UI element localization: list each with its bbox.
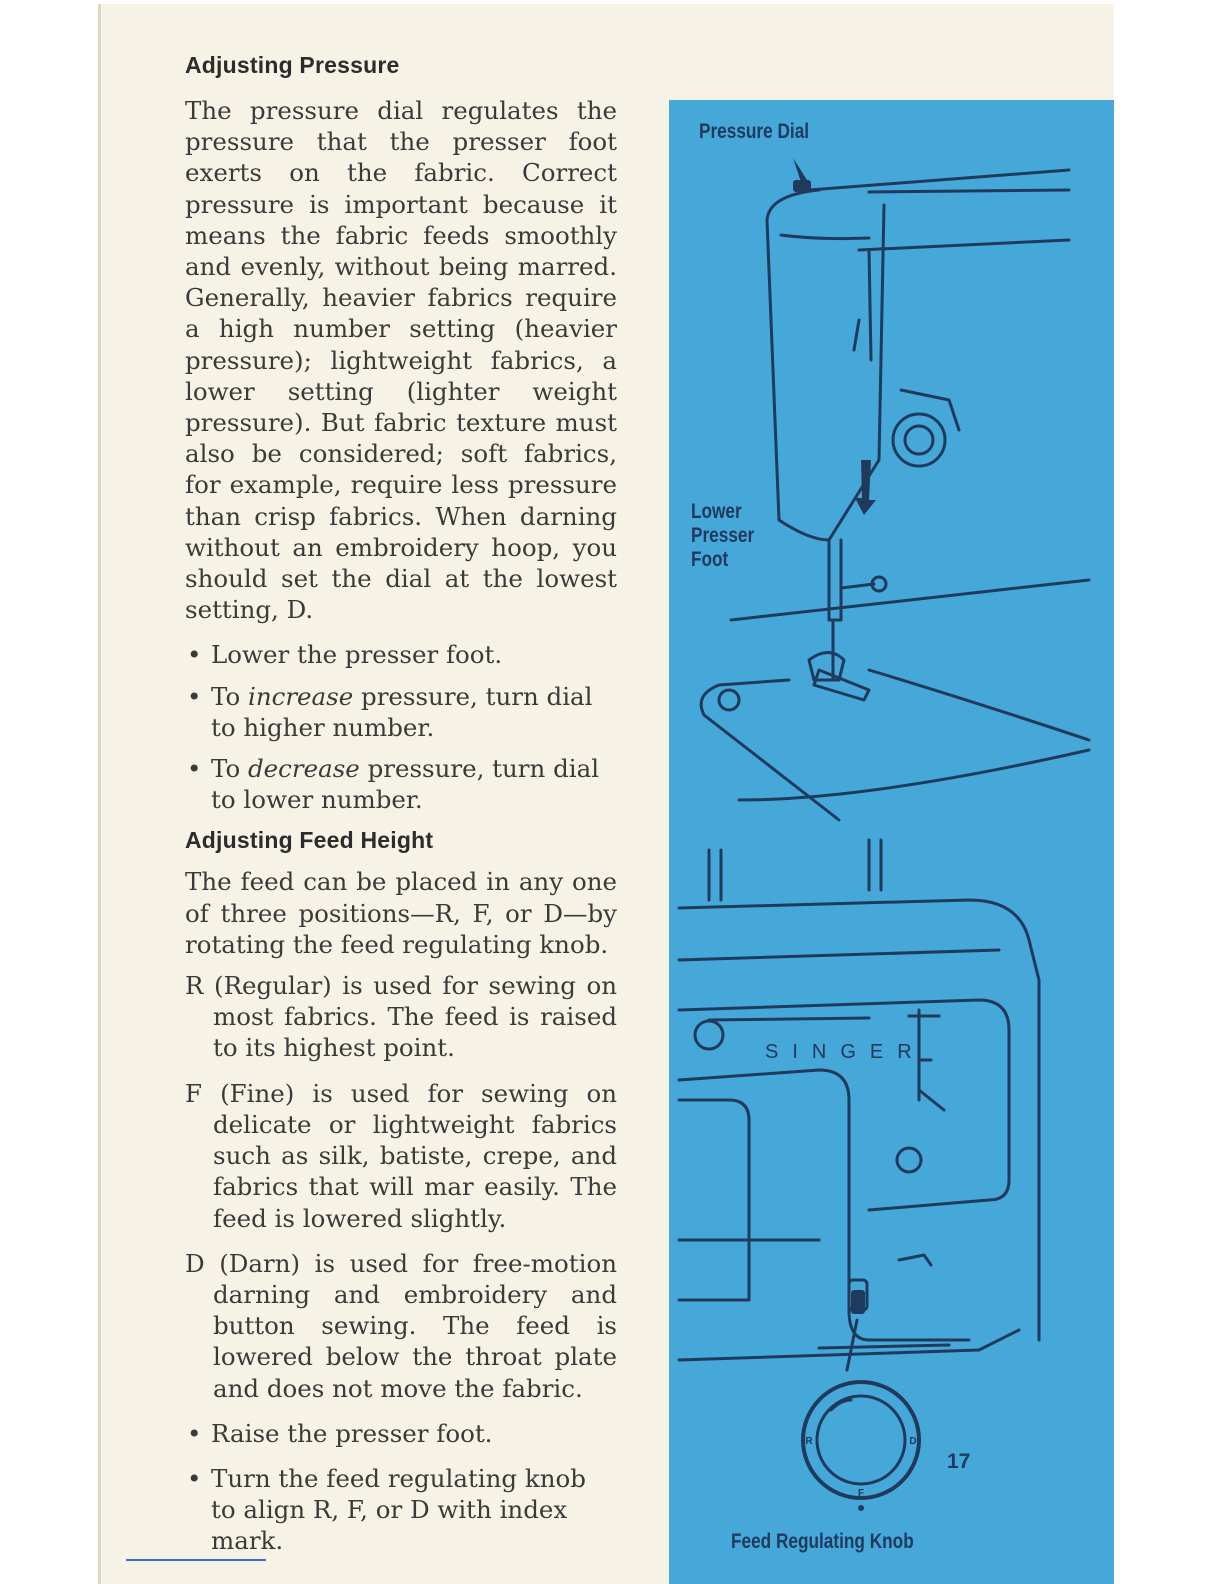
- guide: [854, 320, 859, 350]
- arm-top-line: [809, 170, 1069, 190]
- needle-bar-slot: [869, 250, 871, 360]
- step-text: To: [211, 754, 248, 784]
- feed-intro: The feed can be placed in any one of three positions—R, F, or D—by rotating the feed regulating knob.: [185, 867, 617, 959]
- tension-dial-inner: [905, 426, 933, 454]
- sewing-machine-illustration: [669, 100, 1114, 1584]
- list-item: [185, 639, 617, 670]
- feed-steps: [185, 1418, 617, 1557]
- base-edge: [819, 1345, 949, 1348]
- bed-back-line: [731, 580, 1089, 620]
- heading-adjusting-pressure: Adjusting Pressure: [185, 52, 400, 78]
- spool-pin-right: [869, 840, 881, 890]
- length-lever-handle: [919, 1090, 944, 1110]
- heading-adjusting-feed-height: Adjusting Feed Height: [185, 827, 434, 854]
- knob-detail-outer: [803, 1382, 919, 1498]
- step-text: pressure, turn dial to lower number.: [211, 754, 600, 815]
- bobbin-cover-hole: [719, 690, 739, 710]
- machine-body-top: [679, 900, 1039, 1340]
- knob-mark-f: F: [857, 1488, 865, 1499]
- lower-presser-foot-label: [691, 500, 754, 572]
- bullet-dot: •: [187, 640, 202, 670]
- list-item: [185, 753, 617, 815]
- list-item: [185, 1418, 617, 1449]
- step-text: Lower the presser foot.: [211, 640, 503, 670]
- pressure-intro: The pressure dial regulates the pressure that the presser foot exerts on the fabric. Correct pressure is important because it means the fabric feeds smoothly and evenly, without being marred. Generally, heavier fabrics require a high number setting (heavier pressure); lightweight fabrics, a lower setting (lighter weight pressure). But fabric texture must also be considered; soft fabrics, for example, require less pressure than crisp fabrics. When darning without an embroidery hoop, you should set the dial at the lowest setting, D.: [185, 96, 617, 625]
- lower-arm: [679, 1100, 749, 1300]
- step-text: To: [211, 681, 248, 711]
- tension-bracket: [901, 390, 959, 430]
- knob-mark-d: D: [909, 1436, 917, 1447]
- singer-brand-text: SINGER: [765, 1041, 926, 1063]
- singer-logo-mark: [695, 1021, 723, 1049]
- stitch-panel: [679, 1000, 1009, 1210]
- emphasis-decrease: decrease: [247, 754, 360, 784]
- list-item: [185, 681, 617, 743]
- knob-mark-r: R: [805, 1436, 813, 1447]
- manual-page: [98, 4, 1114, 1584]
- machine-drawing: [669, 100, 1114, 1584]
- feed-regulating-knob-label: Feed Regulating Knob: [731, 1530, 914, 1553]
- head-band: [781, 235, 869, 239]
- presser-shank: [809, 653, 844, 681]
- pressure-dial-arrow: [793, 158, 807, 182]
- text-column: [185, 52, 617, 1557]
- bottom-rule: [126, 1559, 266, 1561]
- step-text: pressure, turn dial to higher number.: [211, 681, 593, 742]
- thumb-screw: [841, 584, 874, 588]
- bullet-dot: •: [187, 1463, 202, 1493]
- emphasis-increase: increase: [247, 681, 354, 711]
- feed-settings: [185, 970, 617, 1404]
- page-number: 17: [947, 1450, 971, 1473]
- stitch-panel-line: [679, 950, 999, 960]
- bullet-dot: •: [187, 1418, 202, 1448]
- pressure-steps: [185, 639, 617, 815]
- setting-fine: F (Fine) is used for sewing on delicate or lightweight fabrics such as silk, batiste, crepe, and fabrics that will mar easily. The feed is lowered slightly.: [185, 1078, 617, 1233]
- step-text: Turn the feed regulating knob to align R, F, or D with index mark.: [211, 1463, 586, 1556]
- list-item: [185, 1463, 617, 1557]
- bullet-dot: •: [187, 681, 202, 711]
- step-text: Raise the presser foot.: [211, 1418, 493, 1448]
- setting-regular: R (Regular) is used for sewing on most fabrics. The feed is raised to its highest point.: [185, 971, 617, 1063]
- label-line: Foot: [691, 548, 729, 571]
- bobbin-winder: [897, 1148, 921, 1172]
- index-mark: [858, 1505, 864, 1511]
- arm-lower-line: [859, 240, 1069, 250]
- setting-darn: D (Darn) is used for free-motion darning and embroidery and button sewing. The feed is lowered below the throat plate and does not move the fabric.: [185, 1248, 617, 1403]
- label-line: Lower: [691, 500, 742, 523]
- bed-front-edge: [739, 750, 1089, 800]
- pressure-dial: [793, 180, 811, 192]
- knob-grip: [851, 1290, 865, 1314]
- stitch-width-scale: [709, 1018, 869, 1020]
- tension-dial-outer: [893, 414, 945, 466]
- spool-pin-left: [709, 850, 721, 900]
- throat-plate-right: [869, 670, 1089, 740]
- bullet-dot: •: [187, 754, 202, 784]
- label-line: Presser: [691, 524, 755, 547]
- presser-lifter: [899, 1255, 931, 1265]
- pressure-dial-label: Pressure Dial: [699, 120, 810, 143]
- arm-top-line-2: [869, 190, 1069, 192]
